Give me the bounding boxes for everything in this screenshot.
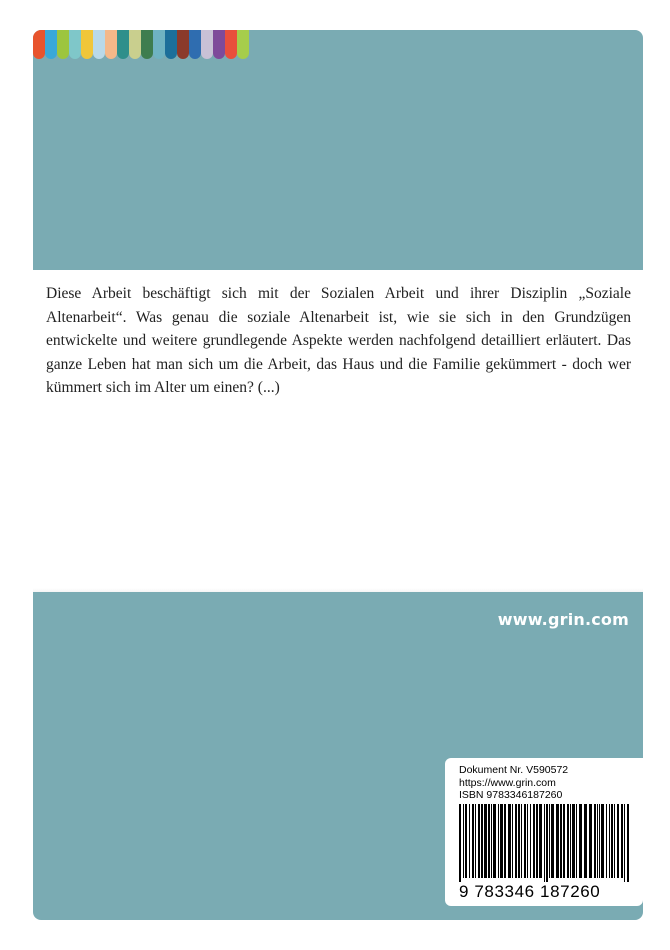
barcode-label xyxy=(445,758,643,906)
barcode-bar xyxy=(469,804,470,878)
barcode-bar xyxy=(627,804,629,886)
color-stripe xyxy=(45,30,57,59)
color-stripe xyxy=(57,30,69,59)
barcode-bar xyxy=(504,804,506,878)
barcode-bar xyxy=(599,804,600,878)
book-back-cover xyxy=(33,30,643,920)
document-number: Dokument Nr. V590572 xyxy=(459,764,569,776)
barcode-bar xyxy=(601,804,604,878)
barcode-bar xyxy=(551,804,554,878)
barcode-bar xyxy=(508,804,511,878)
document-url: https://www.grin.com xyxy=(459,776,556,789)
color-stripe xyxy=(33,30,45,59)
barcode-bar xyxy=(572,804,575,878)
color-stripe xyxy=(153,30,165,59)
color-stripe xyxy=(69,30,81,59)
barcode-bar xyxy=(621,804,623,878)
barcode-bar xyxy=(594,804,596,878)
barcode-bar xyxy=(611,804,613,878)
barcode-bar xyxy=(609,804,610,878)
barcode-bar xyxy=(518,804,520,878)
barcode-bar xyxy=(484,804,487,878)
barcode-bar xyxy=(539,804,542,878)
color-stripe xyxy=(237,30,249,59)
color-stripe xyxy=(141,30,153,59)
barcode-bar xyxy=(530,804,531,878)
color-stripe xyxy=(213,30,225,59)
isbn-line: ISBN 9783346187260 xyxy=(459,789,563,801)
barcode-bar xyxy=(624,804,625,886)
barcode-bar xyxy=(524,804,526,878)
barcode-bar xyxy=(576,804,577,878)
barcode-bar xyxy=(597,804,598,878)
barcode-bar xyxy=(488,804,490,878)
barcode-bar xyxy=(475,804,476,878)
isbn-barcode xyxy=(459,804,629,886)
top-color-panel xyxy=(33,30,643,270)
barcode-bar xyxy=(533,804,535,878)
color-stripe xyxy=(225,30,237,59)
barcode-bar xyxy=(472,804,474,878)
barcode-bar xyxy=(544,804,545,886)
document-meta xyxy=(459,764,568,802)
barcode-bar xyxy=(536,804,538,878)
isbn-digits: 9 783346 187260 xyxy=(459,882,634,902)
barcode-bar xyxy=(459,804,461,886)
barcode-bar xyxy=(579,804,582,878)
barcode-bar xyxy=(493,804,496,878)
barcode-bar xyxy=(567,804,569,878)
color-stripe xyxy=(201,30,213,59)
barcode-bar xyxy=(527,804,528,878)
barcode-bar xyxy=(465,804,467,878)
barcode-bar xyxy=(481,804,483,878)
barcode-bar xyxy=(589,804,592,878)
barcode-bar xyxy=(606,804,607,878)
color-stripes xyxy=(33,30,249,59)
barcode-bar xyxy=(491,804,492,878)
color-stripe xyxy=(105,30,117,59)
barcode-bar xyxy=(546,804,548,886)
barcode-bar xyxy=(584,804,587,878)
barcode-bar xyxy=(521,804,522,878)
barcode-bar xyxy=(500,804,503,878)
barcode-bar xyxy=(556,804,559,878)
book-description xyxy=(46,282,631,400)
barcode-bar xyxy=(549,804,550,878)
barcode-bar xyxy=(515,804,517,878)
color-stripe xyxy=(81,30,93,59)
barcode-bar xyxy=(463,804,464,878)
barcode-bar xyxy=(512,804,513,878)
bottom-color-panel xyxy=(33,592,643,920)
barcode-bar xyxy=(570,804,571,878)
barcode-bar xyxy=(617,804,619,878)
barcode-bar xyxy=(498,804,499,878)
color-stripe xyxy=(93,30,105,59)
color-stripe xyxy=(177,30,189,59)
publisher-url: www.grin.com xyxy=(497,610,629,629)
barcode-bar xyxy=(614,804,615,878)
barcode-bar xyxy=(560,804,562,878)
description-text: Diese Arbeit beschäftigt sich mit der Sozialen Arbeit und ihrer Disziplin „Soziale Altenarbeit“. Was genau die soziale Altenarbeit ist, wie sie sich in den Grundzügen entwickelte und weitere grundlegende Aspekte werden nachfolgend detailliert erläutert. Das ganze Leben hat man sich um die Arbeit, das Haus und die Familie gekümmert - doch wer kümmert sich im Alter um einen? (...) xyxy=(46,285,631,396)
color-stripe xyxy=(117,30,129,59)
barcode-bar xyxy=(563,804,565,878)
color-stripe xyxy=(189,30,201,59)
color-stripe xyxy=(129,30,141,59)
color-stripe xyxy=(165,30,177,59)
barcode-bar xyxy=(478,804,480,878)
